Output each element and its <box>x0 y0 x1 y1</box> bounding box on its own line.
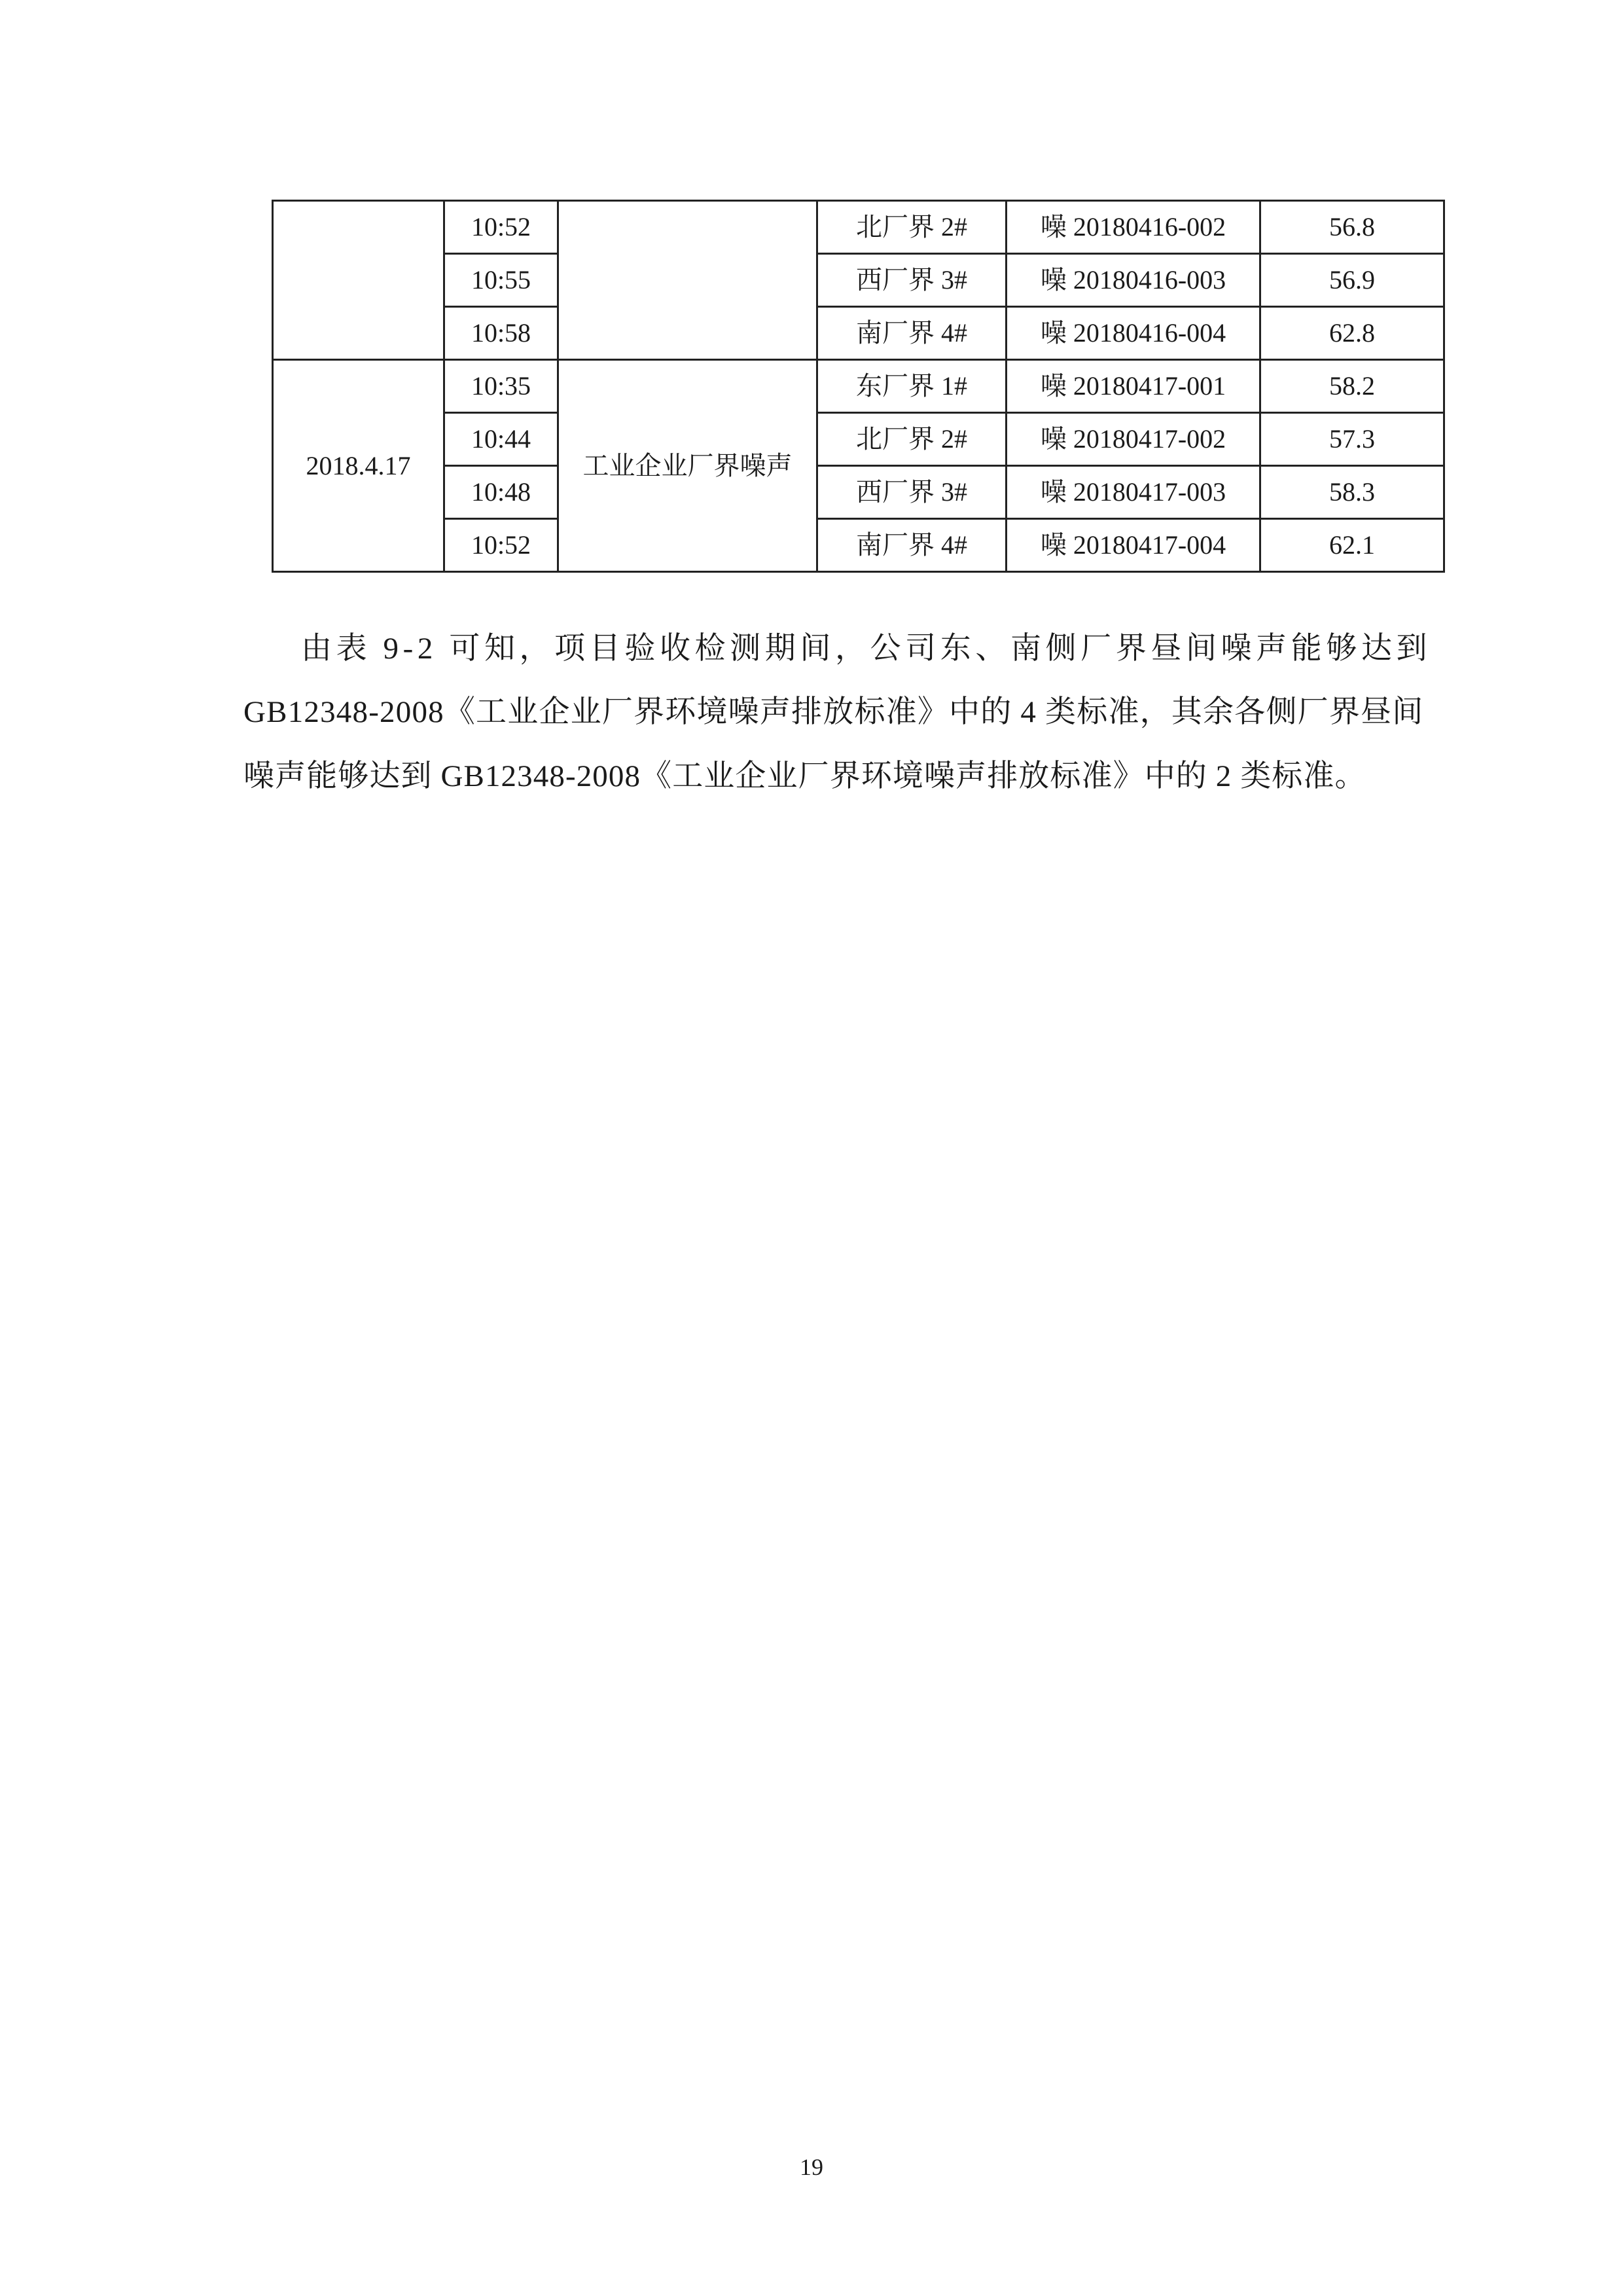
type-cell: 工业企业厂界噪声 <box>558 360 817 572</box>
time-cell: 10:58 <box>444 307 558 360</box>
code-cell: 噪 20180416-003 <box>1007 254 1260 307</box>
noise-monitoring-table <box>272 200 1445 573</box>
table-row <box>273 466 1444 519</box>
time-cell: 10:52 <box>444 201 558 254</box>
date-cell: 2018.4.17 <box>273 360 444 572</box>
time-cell: 10:48 <box>444 466 558 519</box>
table-row <box>273 413 1444 466</box>
conclusion-line-2: GB12348-2008《工业企业厂界环境噪声排放标准》中的 4 类标准，其余各侧厂界昼间 <box>243 695 1424 729</box>
value-cell: 56.8 <box>1260 201 1444 254</box>
code-cell: 噪 20180417-002 <box>1007 413 1260 466</box>
value-cell: 62.8 <box>1260 307 1444 360</box>
table-row <box>273 307 1444 360</box>
time-cell: 10:35 <box>444 360 558 413</box>
point-cell: 北厂界 2# <box>817 413 1007 466</box>
table-row <box>273 254 1444 307</box>
table-row <box>273 360 1444 413</box>
point-cell: 东厂界 1# <box>817 360 1007 413</box>
point-cell: 南厂界 4# <box>817 307 1007 360</box>
value-cell: 56.9 <box>1260 254 1444 307</box>
time-cell: 10:44 <box>444 413 558 466</box>
code-cell: 噪 20180417-003 <box>1007 466 1260 519</box>
time-cell: 10:55 <box>444 254 558 307</box>
code-cell: 噪 20180416-004 <box>1007 307 1260 360</box>
table-row <box>273 519 1444 572</box>
conclusion-line-1: 由表 9-2 可知，项目验收检测期间，公司东、南侧厂界昼间噪声能够达到 <box>301 632 1432 666</box>
code-cell: 噪 20180417-001 <box>1007 360 1260 413</box>
point-cell: 北厂界 2# <box>817 201 1007 254</box>
time-cell: 10:52 <box>444 519 558 572</box>
point-cell: 西厂界 3# <box>817 466 1007 519</box>
type-cell-continued <box>558 201 817 360</box>
point-cell: 西厂界 3# <box>817 254 1007 307</box>
page-number: 19 <box>800 2154 823 2180</box>
code-cell: 噪 20180416-002 <box>1007 201 1260 254</box>
conclusion-line-3: 噪声能够达到 GB12348-2008《工业企业厂界环境噪声排放标准》中的 2 类标准。 <box>243 759 1366 793</box>
value-cell: 62.1 <box>1260 519 1444 572</box>
value-cell: 58.3 <box>1260 466 1444 519</box>
value-cell: 57.3 <box>1260 413 1444 466</box>
date-cell-continued <box>273 201 444 360</box>
value-cell: 58.2 <box>1260 360 1444 413</box>
table-row <box>273 201 1444 254</box>
code-cell: 噪 20180417-004 <box>1007 519 1260 572</box>
point-cell: 南厂界 4# <box>817 519 1007 572</box>
